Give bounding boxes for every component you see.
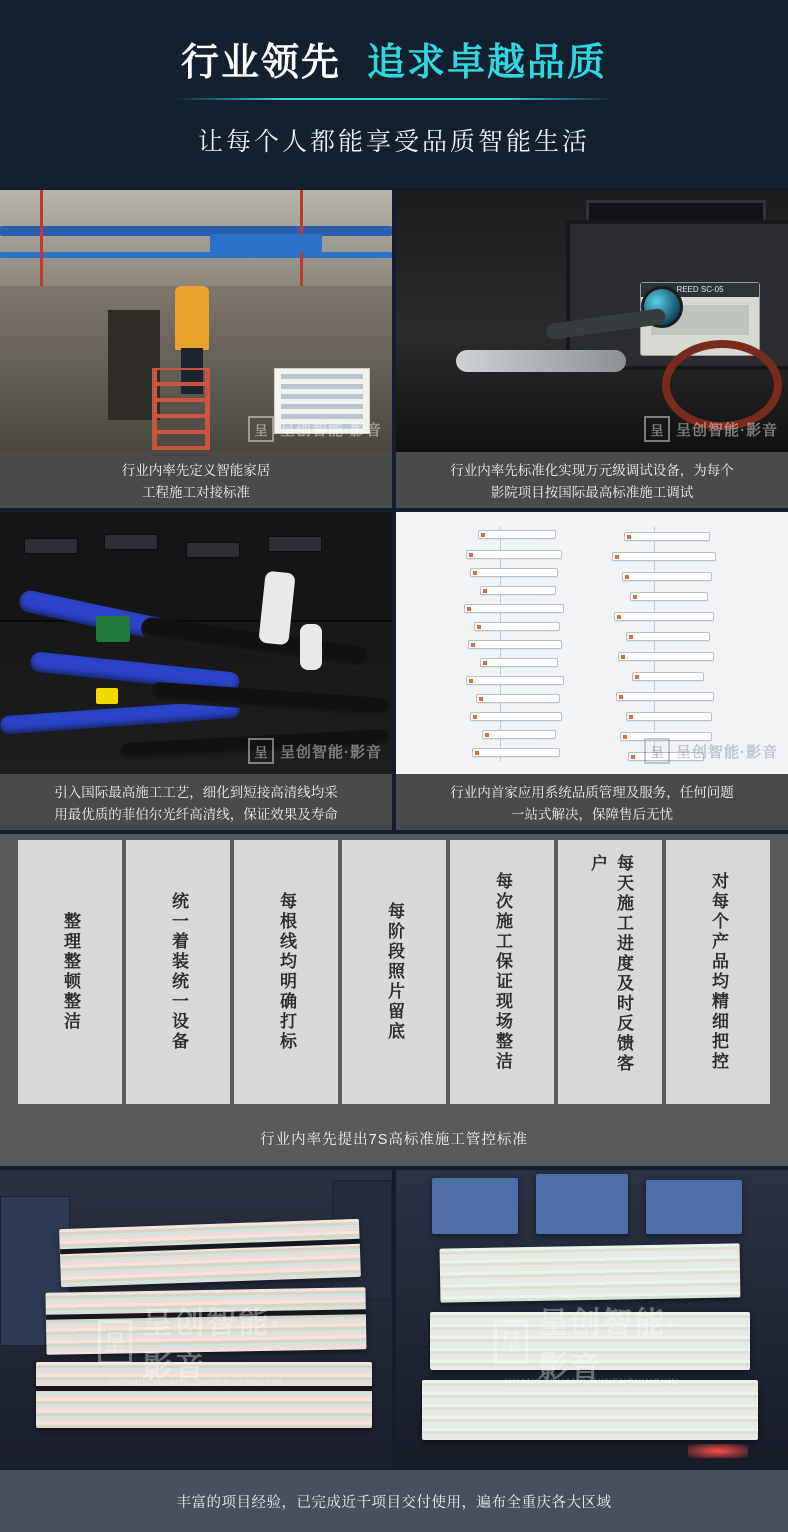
brand-mark-icon: 呈 <box>644 738 670 764</box>
photo-construction-site <box>0 190 392 452</box>
seven-s-item-2: 统一着装统一设备 <box>126 840 230 1104</box>
brand-text: 呈创智能·影音 <box>676 743 778 761</box>
brand-text: 呈创智能·影音 <box>142 1306 283 1384</box>
bottom-photo-row <box>0 1170 788 1466</box>
page-subtitle: 让每个人都能享受品质智能生活 <box>197 128 590 156</box>
grid-cell-calibration <box>396 190 788 508</box>
brand-pinyin: HUANGCHUANGZHINENGYINGYIN <box>108 1377 284 1388</box>
watermark <box>248 416 382 442</box>
title-divider <box>174 98 614 100</box>
grid-cell-construction <box>0 190 392 508</box>
seven-s-row <box>4 840 784 1104</box>
photo-grid <box>0 190 788 830</box>
grid-cell-cabling <box>0 512 392 830</box>
caption-line-1: 引入国际最高施工工艺，细化到短接高清线均采 <box>54 785 338 800</box>
seven-s-item-3: 每根线均明确打标 <box>234 840 338 1104</box>
caption-line-2: 用最优质的菲伯尔光纤高清线，保证效果及寿命 <box>54 807 338 822</box>
brand-mark-icon: 呈 <box>248 738 274 764</box>
page-title-primary: 行业领先 <box>180 42 341 84</box>
caption-line-2: 工程施工对接标准 <box>142 485 250 500</box>
photo-project-documents-left <box>0 1170 392 1466</box>
watermark-large <box>494 1298 690 1386</box>
watermark <box>644 416 778 442</box>
caption-line-2: 一站式解决，保障售后无忧 <box>511 807 673 822</box>
photo-caption <box>396 452 788 508</box>
seven-s-item-6: 每天施工进度及时反馈客户 <box>558 840 662 1104</box>
brand-text: 呈创智能·影音 <box>538 1306 679 1384</box>
photo-caption <box>0 774 392 830</box>
brand-text: 呈创智能·影音 <box>280 743 382 761</box>
brand-mark-icon: 呈 <box>98 1320 132 1364</box>
seven-s-item-4: 每阶段照片留底 <box>342 840 446 1104</box>
photo-system-flowchart <box>396 512 788 774</box>
page-title <box>181 31 607 86</box>
brand-text: 呈创智能·影音 <box>676 421 778 439</box>
watermark-large <box>98 1298 294 1386</box>
device-brand-label: REED SC-05 <box>641 283 759 297</box>
caption-line-1: 行业内首家应用系统品质管理及服务，任何问题 <box>450 785 734 800</box>
caption-line-1: 行业内率先标准化实现万元级调试设备，为每个 <box>450 463 734 478</box>
brand-pinyin: HUANGCHUANGZHINENGYINGYIN <box>504 1377 680 1388</box>
page-title-accent: 追求卓越品质 <box>367 42 608 84</box>
seven-s-item-5: 每次施工保证现场整洁 <box>450 840 554 1104</box>
watermark <box>644 738 778 764</box>
photo-caption <box>396 774 788 830</box>
seven-s-section <box>0 834 788 1166</box>
seven-s-item-7: 对每个产品均精细把控 <box>666 840 770 1104</box>
brand-text: 呈创智能·影音 <box>280 421 382 439</box>
photo-project-documents-right <box>396 1170 788 1466</box>
seven-s-footer: 行业内率先提出7S高标准施工管控标准 <box>4 1110 784 1166</box>
photo-caption <box>0 452 392 508</box>
caption-line-2: 影院项目按国际最高标准施工调试 <box>490 485 694 500</box>
site-sign-label <box>210 234 322 252</box>
grid-cell-flowchart <box>396 512 788 830</box>
brand-mark-icon: 呈 <box>644 416 670 442</box>
seven-s-item-1: 整理整顿整洁 <box>18 840 122 1104</box>
brand-mark-icon: 呈 <box>494 1320 528 1364</box>
photo-cable-wiring <box>0 512 392 774</box>
page-header <box>0 0 788 190</box>
watermark <box>248 738 382 764</box>
caption-line-1: 行业内率先定义智能家居 <box>121 463 271 478</box>
brand-mark-icon: 呈 <box>248 416 274 442</box>
photo-calibration-equipment <box>396 190 788 452</box>
bottom-caption: 丰富的项目经验，已完成近千项目交付使用，遍布全重庆各大区域 <box>0 1470 788 1532</box>
